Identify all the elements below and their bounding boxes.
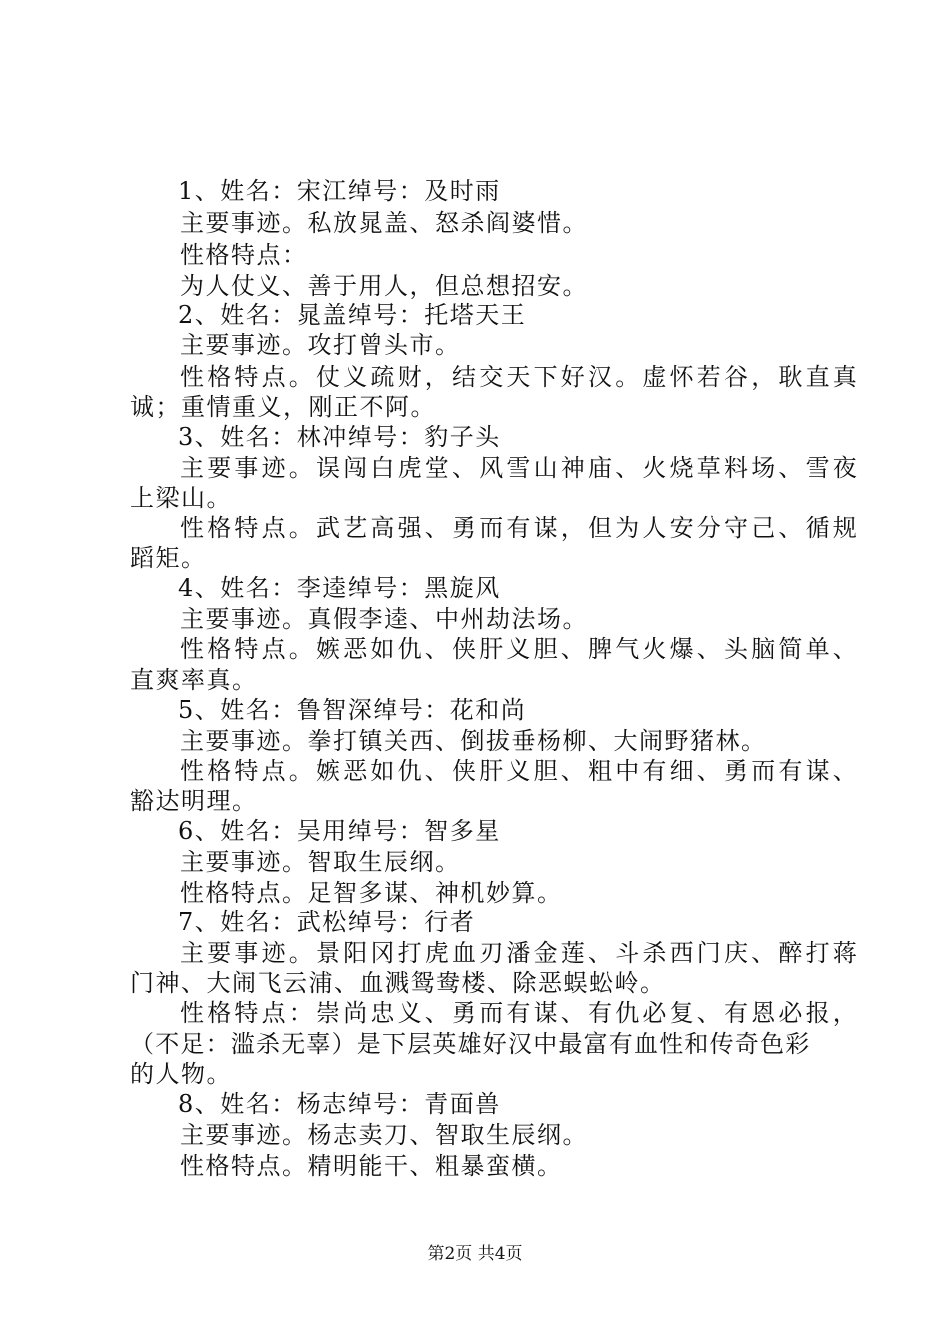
entry-8-deeds: 主要事迹。杨志卖刀、智取生辰纲。 [180,1121,588,1149]
entry-2-heading: 2、姓名：晁盖绰号：托塔天王 [178,301,527,329]
entry-7-traits-cont: （不足：滥杀无辜）是下层英雄好汉中最富有血性和传奇色彩 [130,1030,811,1058]
entry-4-deeds: 主要事迹。真假李逵、中州劫法场。 [180,605,588,633]
entry-5-traits: 性格特点。嫉恶如仇、侠肝义胆、粗中有细、勇而有谋、 [180,757,860,785]
entry-1-traits: 为人仗义、善于用人，但总想招安。 [180,272,588,300]
entry-7-traits: 性格特点：崇尚忠义、勇而有谋、有仇必复、有恩必报， [180,999,860,1027]
entry-6-traits: 性格特点。足智多谋、神机妙算。 [180,879,563,907]
entry-2-deeds: 主要事迹。攻打曾头市。 [180,331,461,359]
entry-2-traits: 性格特点。仗义疏财，结交天下好汉。虚怀若谷，耿直真 [180,363,860,391]
entry-5-heading: 5、姓名：鲁智深绰号：花和尚 [178,696,527,724]
entry-5-traits-cont: 豁达明理。 [130,787,258,815]
entry-7-heading: 7、姓名：武松绰号：行者 [178,908,476,936]
entry-8-heading: 8、姓名：杨志绰号：青面兽 [178,1090,501,1118]
entry-3-traits: 性格特点。武艺高强、勇而有谋，但为人安分守己、循规 [180,514,860,542]
entry-3-heading: 3、姓名：林冲绰号：豹子头 [178,423,501,451]
entry-4-heading: 4、姓名：李逵绰号：黑旋风 [178,574,501,602]
entry-5-deeds: 主要事迹。拳打镇关西、倒拔垂杨柳、大闹野猪林。 [180,727,767,755]
entry-4-traits: 性格特点。嫉恶如仇、侠肝义胆、脾气火爆、头脑简单、 [180,635,860,663]
entry-7-deeds-cont: 门神、大闹飞云浦、血溅鸳鸯楼、除恶蜈蚣岭。 [130,969,666,997]
entry-8-traits: 性格特点。精明能干、粗暴蛮横。 [180,1152,563,1180]
entry-2-traits-cont: 诚；重情重义，刚正不阿。 [130,393,436,421]
entry-3-deeds: 主要事迹。误闯白虎堂、风雪山神庙、火烧草料场、雪夜 [180,454,860,482]
entry-1-deeds: 主要事迹。私放晁盖、怒杀阎婆惜。 [180,209,588,237]
page-number: 第2页 共4页 [427,1244,523,1264]
entry-6-heading: 6、姓名：吴用绰号：智多星 [178,817,501,845]
entry-7-traits-end: 的人物。 [130,1060,232,1088]
entry-4-traits-cont: 直爽率真。 [130,666,258,694]
entry-3-deeds-cont: 上梁山。 [130,484,232,512]
entry-1-traits-label: 性格特点： [180,241,308,269]
entry-3-traits-cont: 蹈矩。 [130,544,207,572]
entry-1-heading: 1、姓名：宋江绰号：及时雨 [178,177,501,205]
entry-7-deeds: 主要事迹。景阳冈打虎血刃潘金莲、斗杀西门庆、醉打蒋 [180,939,860,967]
entry-6-deeds: 主要事迹。智取生辰纲。 [180,848,461,876]
